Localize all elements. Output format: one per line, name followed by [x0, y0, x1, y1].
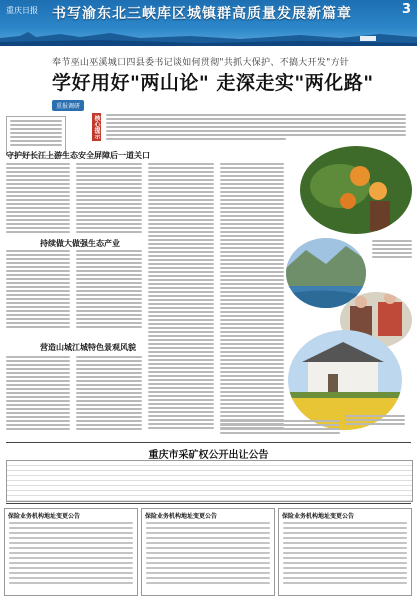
body-column-2 [76, 163, 142, 235]
body-column-1b [6, 250, 70, 330]
notice-divider [6, 503, 411, 504]
body-column-3 [148, 163, 214, 431]
insurance-notice-title: 保险业务机构地址变更公告 [145, 513, 218, 520]
insurance-notice-title: 保险业务机构地址变更公告 [8, 513, 81, 520]
body-column-4 [220, 163, 284, 431]
top-banner [0, 0, 417, 46]
photo-fruit-harvest [300, 146, 412, 234]
body-column-1 [6, 163, 70, 235]
lead-paragraph [106, 114, 406, 142]
banner-headline: 书写渝东北三峡库区城镇群高质量发展新篇章 [52, 6, 352, 22]
body-column-1c [6, 356, 70, 432]
section-heading-landscape: 营造山城江城特色景观风貌 [40, 342, 136, 352]
body-column-2b [76, 250, 142, 330]
section-divider [6, 442, 411, 443]
lead-label: 核心提示 [93, 115, 100, 139]
notice-table [6, 460, 413, 502]
insurance-notice-1 [4, 508, 138, 596]
newspaper-brand: 重庆日报 [6, 6, 38, 15]
photo-caption-river [372, 240, 412, 260]
city-skyline-illustration [0, 28, 417, 46]
editor-info-lines [10, 120, 62, 148]
article-title: 学好用好"两山论" 走深走实"两化路" [52, 72, 374, 94]
insurance-notice-3 [278, 508, 412, 596]
page-number: 3 [401, 2, 411, 17]
notice-title: 重庆市采矿权公开出让公告 [148, 450, 269, 461]
article-tag: 重报调研 [52, 100, 84, 111]
insurance-notice-2 [141, 508, 275, 596]
section-heading-industry: 持续做大做强生态产业 [40, 238, 120, 248]
insurance-notice-title: 保险业务机构地址变更公告 [282, 513, 355, 520]
body-column-2c [76, 356, 142, 432]
article-kicker: 奉节巫山巫溪城口四县委书记谈如何贯彻"共抓大保护、不搞大开发"方针 [52, 58, 350, 68]
section-heading-ecology: 守护好长江上游生态安全屏障后一道关口 [6, 150, 150, 160]
photo-caption-house [345, 415, 405, 427]
body-tail [220, 420, 340, 436]
